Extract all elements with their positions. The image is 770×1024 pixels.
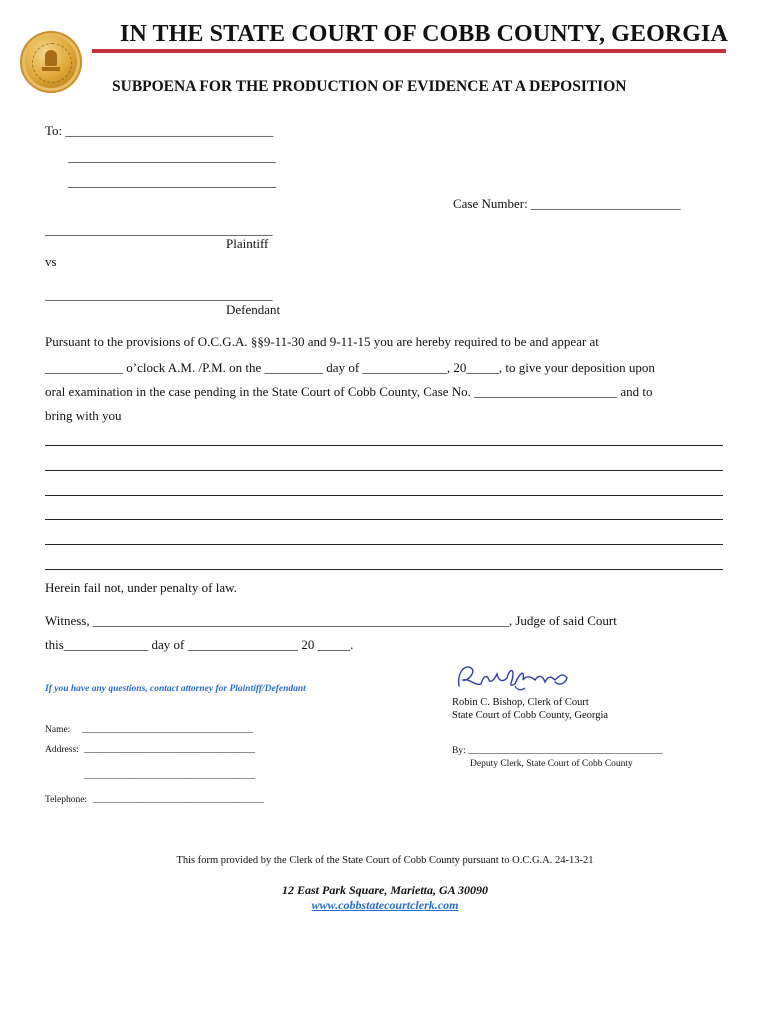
seal-bell-icon: [45, 50, 57, 66]
defendant-label: Defendant: [226, 302, 281, 317]
evidence-line-4[interactable]: [45, 519, 723, 521]
telephone-field[interactable]: ____________________________________: [93, 795, 264, 805]
name-field[interactable]: ____________________________________: [82, 725, 253, 735]
case-number-field[interactable]: Case Number: _______________________: [453, 196, 681, 211]
clerk-website-link[interactable]: www.cobbstatecourtclerk.com: [311, 898, 459, 912]
title-divider: [92, 49, 726, 53]
deputy-clerk-signature-field[interactable]: By: _________________________________________: [452, 746, 663, 756]
clerk-signature: [455, 660, 575, 694]
body-line-4: bring with you: [45, 408, 122, 423]
clerk-address: 12 East Park Square, Marietta, GA 30090: [281, 883, 489, 897]
telephone-label: Telephone:: [45, 795, 88, 805]
case-pending-line[interactable]: oral examination in the case pending in the State Court of Cobb County, Case No. ______________________ and to: [45, 384, 653, 399]
clerk-court: State Court of Cobb County, Georgia: [452, 710, 609, 721]
plaintiff-label: Plaintiff: [226, 236, 269, 251]
to-field[interactable]: To: ________________________________: [45, 123, 274, 138]
document-subtitle: SUBPOENA FOR THE PRODUCTION OF EVIDENCE AT A DEPOSITION: [112, 78, 627, 95]
appearance-time-date-line[interactable]: ____________ o’clock A.M. /P.M. on the _________ day of _____________, 20_____, to give your deposition upon: [45, 360, 655, 375]
evidence-line-5[interactable]: [45, 544, 723, 546]
form-provided-note: This form provided by the Clerk of the State Court of Cobb County pursuant to O.C.G.A. 24-13-21: [176, 855, 594, 866]
to-field-line-3[interactable]: ________________________________: [68, 174, 276, 189]
address-field[interactable]: ____________________________________: [84, 745, 255, 755]
body-line-1: Pursuant to the provisions of O.C.G.A. §§9-11-30 and 9-11-15 you are hereby required to be and appear at: [45, 334, 599, 349]
witness-judge-field[interactable]: Witness, ________________________________________________________________, Judge of said Court: [45, 613, 617, 628]
evidence-line-6[interactable]: [45, 569, 723, 571]
evidence-line-2[interactable]: [45, 470, 723, 472]
deputy-clerk-label: Deputy Clerk, State Court of Cobb County: [470, 759, 633, 769]
address-label: Address:: [45, 745, 79, 755]
seal-bell-base: [42, 67, 60, 71]
clerk-name: Robin C. Bishop, Clerk of Court: [452, 697, 589, 708]
to-field-line-2[interactable]: ________________________________: [68, 149, 276, 164]
county-seal-icon: [20, 31, 82, 93]
plaintiff-field[interactable]: ___________________________________: [45, 222, 273, 237]
contact-note: If you have any questions, contact attorney for Plaintiff/Defendant: [45, 684, 306, 694]
issue-date-field[interactable]: this_____________ day of _________________ 20 _____.: [45, 637, 354, 652]
address-field-line-2[interactable]: ____________________________________: [84, 771, 255, 781]
defendant-field[interactable]: ___________________________________: [45, 287, 273, 302]
evidence-line-1[interactable]: [45, 445, 723, 447]
versus-label: vs: [45, 254, 57, 269]
fail-not-statement: Herein fail not, under penalty of law.: [45, 580, 237, 595]
page-title: IN THE STATE COURT OF COBB COUNTY, GEORGIA: [120, 21, 728, 47]
name-label: Name:: [45, 725, 71, 735]
evidence-line-3[interactable]: [45, 495, 723, 497]
